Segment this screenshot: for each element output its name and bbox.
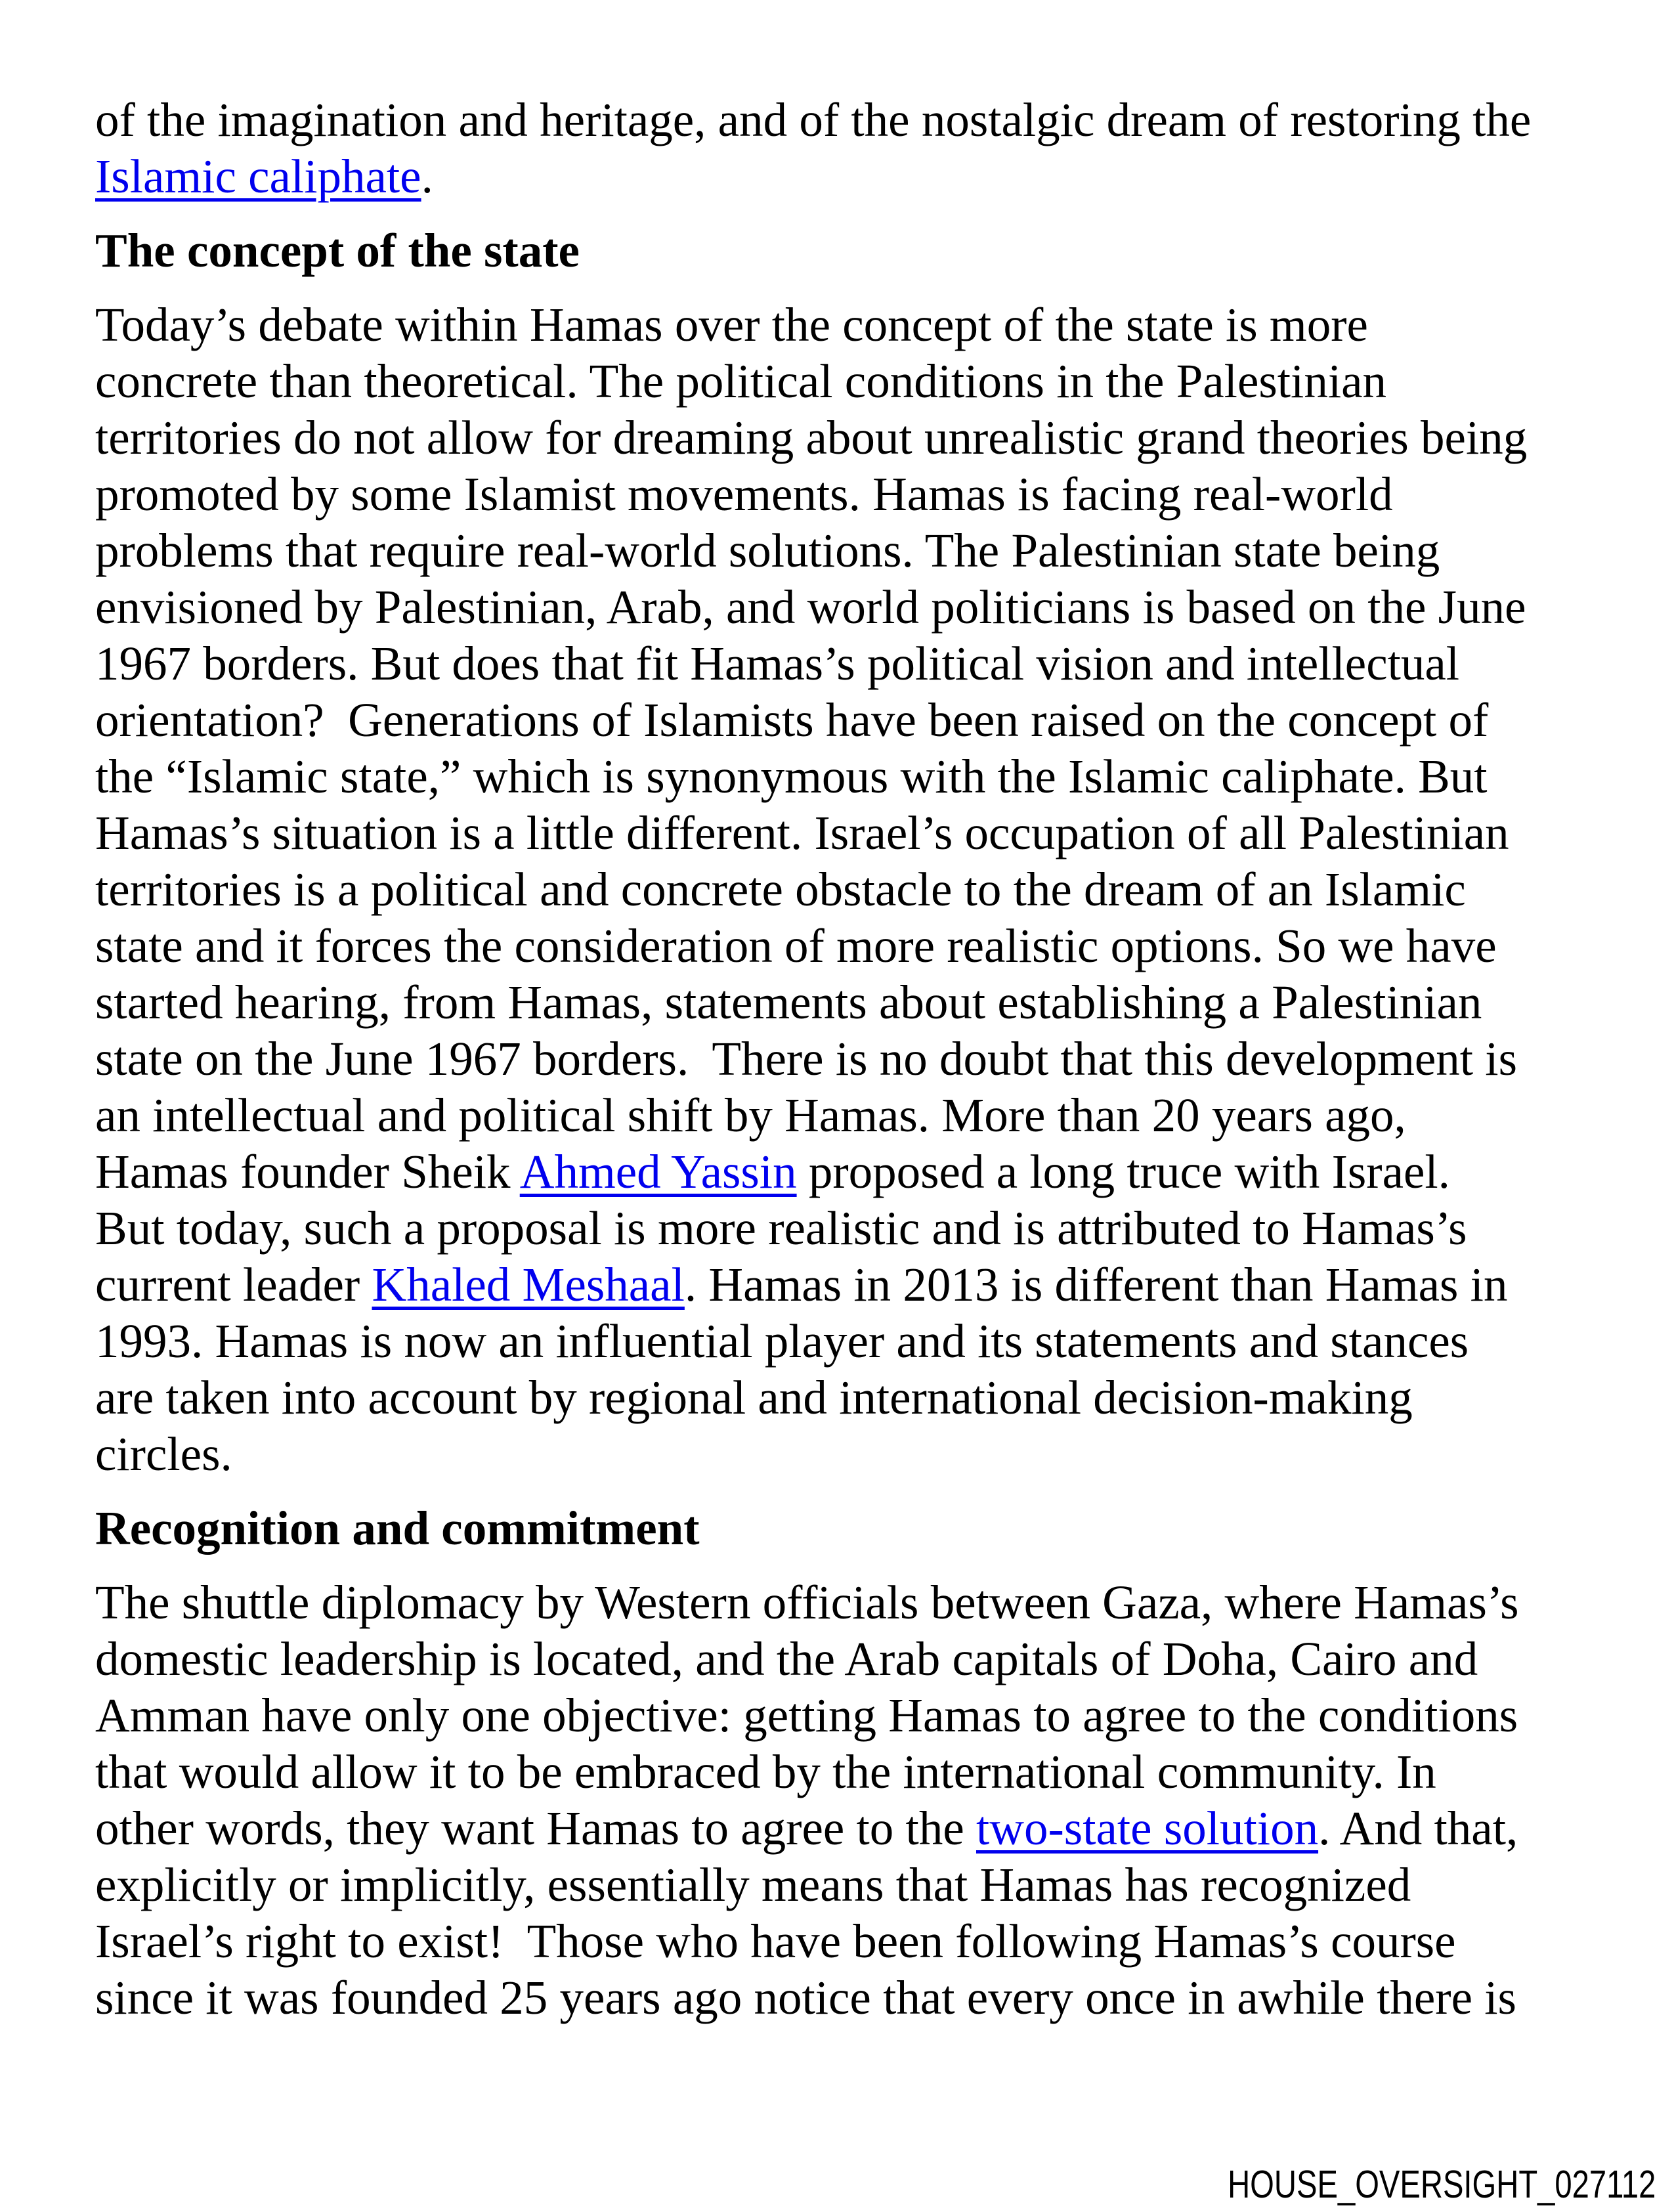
text-line bbox=[95, 692, 1625, 748]
paragraph bbox=[95, 1574, 1625, 2026]
bates-stamp: HOUSE_OVERSIGHT_027112 bbox=[1227, 2163, 1656, 2206]
text-segment: the “Islamic state,” which is synonymous with the Islamic caliphate. But bbox=[95, 750, 1488, 803]
text-segment: other words, they want Hamas to agree to the bbox=[95, 1802, 976, 1855]
text-segment: 1967 borders. But does that fit Hamas’s political vision and intellectual bbox=[95, 637, 1460, 690]
text-line bbox=[95, 466, 1625, 523]
text-segment: problems that require real-world solutions. The Palestinian state being bbox=[95, 524, 1440, 577]
text-line bbox=[95, 1370, 1625, 1426]
text-segment: . And that, bbox=[1318, 1802, 1518, 1855]
text-line bbox=[95, 1574, 1625, 1631]
text-segment: state on the June 1967 borders. There is no doubt that this development is bbox=[95, 1032, 1517, 1085]
text-segment: Hamas founder Sheik bbox=[95, 1145, 520, 1198]
text-line bbox=[95, 1631, 1625, 1687]
text-line bbox=[95, 1687, 1625, 1744]
text-line bbox=[95, 1144, 1625, 1200]
text-segment: since it was founded 25 years ago notice that every once in awhile there is bbox=[95, 1971, 1516, 2024]
text-segment: territories is a political and concrete obstacle to the dream of an Islamic bbox=[95, 863, 1466, 916]
text-line bbox=[95, 410, 1625, 466]
text-line bbox=[95, 297, 1625, 353]
text-line bbox=[95, 1313, 1625, 1370]
text-segment: an intellectual and political shift by Hamas. More than 20 years ago, bbox=[95, 1089, 1406, 1142]
text-segment: Amman have only one objective: getting Hamas to agree to the conditions bbox=[95, 1689, 1518, 1742]
link-khaled-meshaal[interactable]: Khaled Meshaal bbox=[372, 1258, 685, 1311]
text-line bbox=[95, 1913, 1625, 1970]
text-segment: The shuttle diplomacy by Western officials between Gaza, where Hamas’s bbox=[95, 1576, 1519, 1629]
text-line bbox=[95, 353, 1625, 410]
text-line bbox=[95, 1031, 1625, 1087]
text-line bbox=[95, 1744, 1625, 1800]
text-segment: current leader bbox=[95, 1258, 372, 1311]
text-line bbox=[95, 1857, 1625, 1913]
document-body bbox=[95, 92, 1625, 2026]
text-line bbox=[95, 805, 1625, 861]
text-segment: . Hamas in 2013 is different than Hamas in bbox=[684, 1258, 1508, 1311]
text-segment: of the imagination and heritage, and of the nostalgic dream of restoring the bbox=[95, 93, 1532, 146]
text-line bbox=[95, 861, 1625, 918]
text-segment: explicitly or implicitly, essentially means that Hamas has recognized bbox=[95, 1858, 1411, 1911]
text-segment: circles. bbox=[95, 1427, 232, 1481]
text-line bbox=[95, 1200, 1625, 1257]
section-heading: The concept of the state bbox=[95, 224, 580, 277]
section-heading: Recognition and commitment bbox=[95, 1502, 700, 1555]
text-line bbox=[95, 1087, 1625, 1144]
text-segment: concrete than theoretical. The political conditions in the Palestinian bbox=[95, 355, 1387, 408]
text-line bbox=[95, 92, 1625, 148]
text-segment: Hamas’s situation is a little different. Israel’s occupation of all Palestinian bbox=[95, 806, 1509, 859]
text-segment: envisioned by Palestinian, Arab, and world politicians is based on the June bbox=[95, 580, 1526, 634]
text-segment: started hearing, from Hamas, statements about establishing a Palestinian bbox=[95, 976, 1482, 1029]
text-line bbox=[95, 918, 1625, 974]
text-segment: territories do not allow for dreaming about unrealistic grand theories being bbox=[95, 411, 1528, 464]
text-line bbox=[95, 748, 1625, 805]
text-line bbox=[95, 974, 1625, 1031]
text-segment: 1993. Hamas is now an influential player and its statements and stances bbox=[95, 1314, 1469, 1368]
paragraph bbox=[95, 297, 1625, 1483]
text-segment: proposed a long truce with Israel. bbox=[796, 1145, 1450, 1198]
link-two-state-solution[interactable]: two-state solution bbox=[976, 1802, 1319, 1855]
text-line bbox=[95, 1257, 1625, 1313]
text-segment: are taken into account by regional and international decision-making bbox=[95, 1371, 1413, 1424]
text-segment: Israel’s right to exist! Those who have been following Hamas’s course bbox=[95, 1915, 1456, 1968]
text-line bbox=[95, 1426, 1625, 1483]
text-segment: domestic leadership is located, and the Arab capitals of Doha, Cairo and bbox=[95, 1632, 1478, 1685]
text-line bbox=[95, 523, 1625, 579]
text-segment: state and it forces the consideration of more realistic options. So we have bbox=[95, 919, 1497, 972]
text-segment: . bbox=[421, 150, 433, 203]
text-line bbox=[95, 579, 1625, 636]
link-islamic-caliphate[interactable]: Islamic caliphate bbox=[95, 150, 421, 203]
paragraph bbox=[95, 92, 1625, 205]
text-segment: orientation? Generations of Islamists have been raised on the concept of bbox=[95, 693, 1489, 747]
text-segment: promoted by some Islamist movements. Hamas is facing real-world bbox=[95, 467, 1393, 521]
text-segment: Today’s debate within Hamas over the concept of the state is more bbox=[95, 298, 1368, 351]
text-line bbox=[95, 636, 1625, 692]
text-segment: that would allow it to be embraced by the international community. In bbox=[95, 1745, 1436, 1798]
text-line bbox=[95, 1800, 1625, 1857]
text-line bbox=[95, 148, 1625, 205]
link-ahmed-yassin[interactable]: Ahmed Yassin bbox=[519, 1145, 797, 1198]
text-line bbox=[95, 1970, 1625, 2026]
text-segment: But today, such a proposal is more realistic and is attributed to Hamas’s bbox=[95, 1202, 1467, 1255]
